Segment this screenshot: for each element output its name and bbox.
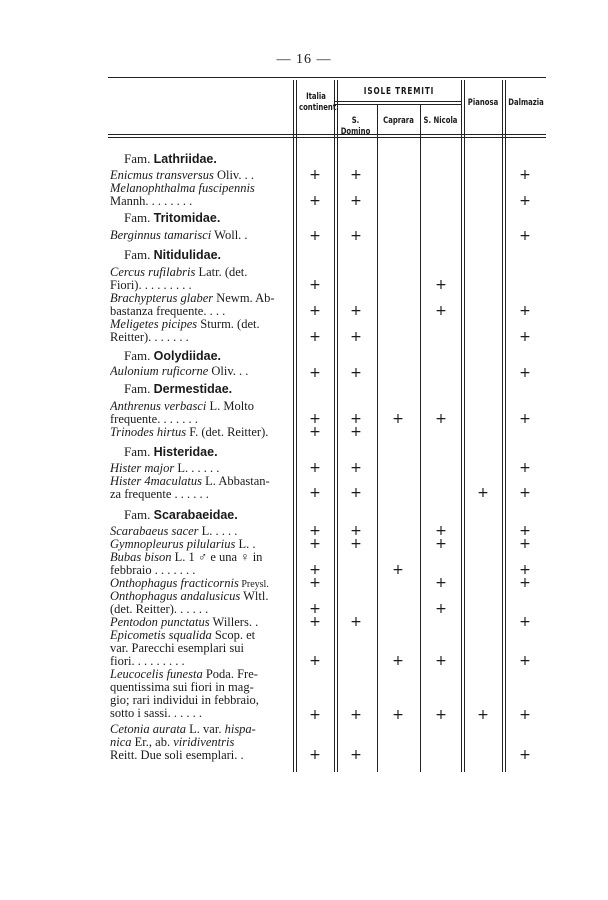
header-s-nicola: S. Nicola [423,116,458,126]
presence-plus: + [519,575,531,591]
presence-plus: + [309,411,321,427]
entry-text: Latr. (det. [195,266,248,279]
entry-text: febbraio . . . . . . . [110,564,196,577]
presence-plus: + [350,329,362,345]
entry-line [110,182,290,195]
entry-text: L. . . . . . [174,462,220,475]
entry-text: Willers. . [209,616,259,629]
presence-plus: + [435,411,447,427]
entry-line [110,629,290,642]
entry-line [110,694,290,707]
isole-rule [335,101,461,102]
family-name: Dermestidae. [153,382,233,396]
header-isole-tremiti: ISOLE TREMITI [363,86,435,97]
species-name: Scarabaeus sacer [110,525,199,538]
presence-plus: + [519,523,531,539]
presence-plus: + [519,228,531,244]
entry-line [110,655,290,668]
presence-plus: + [435,536,447,552]
presence-plus: + [477,485,489,501]
table-rule-header [108,134,546,135]
presence-plus: + [519,167,531,183]
presence-plus: + [519,614,531,630]
family-name: Nitidulidae. [153,248,221,262]
family-label: Fam. [124,507,151,522]
entry-line [110,642,290,655]
presence-plus: + [519,193,531,209]
species-name: Leucocelis funesta [110,668,203,681]
entry-line [110,400,290,413]
entry-line [110,365,290,378]
header-italia-l1: Italia [306,92,326,102]
presence-plus: + [435,523,447,539]
entry-line [110,707,290,720]
header-dalmazia: Dalmazia [508,98,544,108]
presence-plus: + [519,536,531,552]
entry-text: var. Parecchi esemplari sui [110,642,244,655]
presence-plus: + [309,167,321,183]
header-pianosa: Pianosa [467,98,499,108]
page-number: — 16 — [276,52,332,67]
entry-text: za frequente . . . . . . [110,488,209,501]
presence-plus: + [309,424,321,440]
presence-plus: + [309,601,321,617]
presence-plus: + [519,460,531,476]
species-name: Cercus rufilabris [110,266,196,279]
entry-line [110,331,290,344]
presence-plus: + [519,411,531,427]
species-name: Hister 4maculatus [110,475,203,488]
presence-plus: + [435,653,447,669]
presence-plus: + [309,329,321,345]
entry-text: L. . [235,538,256,551]
presence-plus: + [519,485,531,501]
presence-plus: + [309,523,321,539]
entry-line [110,266,290,279]
presence-plus: + [309,193,321,209]
family-heading [124,151,217,167]
entry-text: Reitt. Due soli esemplari. . [110,749,244,762]
header-caprara: Caprara [383,116,414,126]
presence-plus: + [350,747,362,763]
entry-text: Sturm. (det. [197,318,260,331]
presence-plus: + [350,536,362,552]
presence-plus: + [350,411,362,427]
entry-text: L. var. [186,723,225,736]
species-name: viridiventris [173,736,235,749]
entry-line [110,462,290,475]
presence-plus: + [350,303,362,319]
family-heading [124,247,221,263]
presence-plus: + [350,523,362,539]
presence-plus: + [350,424,362,440]
presence-plus: + [350,485,362,501]
table-rule-top [108,77,546,78]
table-rule-header-2 [108,137,546,138]
presence-plus: + [519,303,531,319]
col-line-1b [296,80,297,772]
presence-plus: + [392,562,404,578]
entry-line [110,681,290,694]
species-name: Bubas bison [110,551,172,564]
family-heading [124,348,221,364]
entry-line [110,305,290,318]
entry-text: (det. Reitter). . . . . . [110,603,209,616]
family-label: Fam. [124,247,151,262]
header-italia [299,92,339,114]
entry-line [110,723,290,736]
col-line-2 [334,80,335,772]
entry-text: bastanza frequente. . . . [110,305,226,318]
family-label: Fam. [124,381,151,396]
col-line-5b [464,80,465,772]
family-name: Scarabaeidae. [153,508,238,522]
entry-line [110,195,290,208]
presence-plus: + [519,329,531,345]
presence-plus: + [309,228,321,244]
entry-text: L. 1 ♂ e una ♀ in [171,551,263,564]
presence-plus: + [350,707,362,723]
entry-text: frequente. . . . . . . [110,413,198,426]
species-name: Pentodon punctatus [110,616,210,629]
entry-line [110,318,290,331]
entry-line [110,413,290,426]
species-name: Melanophthalma fuscipennis [110,182,255,195]
species-name: Epicometis squalida [110,629,212,642]
family-name: Oolydiidae. [153,349,222,363]
presence-plus: + [392,707,404,723]
col-line-1 [293,80,294,772]
presence-plus: + [309,460,321,476]
species-name: Hister major [110,462,175,475]
presence-plus: + [392,411,404,427]
col-line-6 [502,80,503,772]
species-name: Berginnus tamarisci [110,229,212,242]
entry-text: Oliv. . . [213,169,254,182]
presence-plus: + [309,536,321,552]
entry-line [110,292,290,305]
presence-plus: + [435,601,447,617]
entry-text: F. (det. Reitter). [186,426,269,439]
entry-text: Preysl. [238,579,269,590]
presence-plus: + [435,575,447,591]
col-line-5 [461,80,462,772]
col-line-4 [420,105,421,772]
presence-plus: + [309,303,321,319]
presence-plus: + [350,365,362,381]
entry-line [110,616,290,629]
presence-plus: + [519,365,531,381]
presence-plus: + [309,485,321,501]
species-name: Anthrenus verbasci [110,400,207,413]
presence-plus: + [350,167,362,183]
entry-line [110,551,290,564]
presence-plus: + [309,653,321,669]
presence-plus: + [309,614,321,630]
entry-text: fiori. . . . . . . . . [110,655,185,668]
header-italia-l2: continent. [299,103,339,113]
entry-line [110,475,290,488]
presence-plus: + [309,707,321,723]
presence-plus: + [519,707,531,723]
entry-text: Newm. Ab- [213,292,275,305]
entry-line [110,590,290,603]
entry-text: Woll. . [211,229,248,242]
entry-line [110,229,290,242]
species-name: Meligetes picipes [110,318,198,331]
entry-text: Reitter). . . . . . . [110,331,189,344]
family-heading [124,381,232,397]
entry-text: Fiori). . . . . . . . . [110,279,192,292]
family-heading [124,444,218,460]
species-name: hispa- [224,723,256,736]
presence-plus: + [350,228,362,244]
entry-line [110,169,290,182]
entry-text: L. Abbastan- [202,475,270,488]
entry-line [110,564,290,577]
presence-plus: + [477,707,489,723]
presence-plus: + [435,303,447,319]
family-label: Fam. [124,348,151,363]
species-name: Onthophagus andalusicus [110,590,241,603]
entry-text: Oliv. . . [208,365,249,378]
presence-plus: + [519,653,531,669]
entry-text: sotto i sassi. . . . . . [110,707,203,720]
entry-text: Er., ab. [131,736,174,749]
presence-plus: + [350,193,362,209]
family-heading [124,507,238,523]
family-label: Fam. [124,151,151,166]
species-name: Aulonium ruficorne [110,365,209,378]
species-name: Onthophagus fracticornis [110,577,239,590]
col-line-2b [337,80,338,772]
family-name: Histeridae. [153,445,218,459]
entry-text: gio; rari individui in febbraio, [110,694,259,707]
entry-line [110,668,290,681]
entry-line [110,488,290,501]
entry-text: L. Molto [206,400,254,413]
entry-line [110,603,290,616]
presence-plus: + [309,575,321,591]
family-name: Tritomidae. [153,211,221,225]
species-name: Gymnopleurus pilularius [110,538,236,551]
presence-plus: + [350,460,362,476]
family-label: Fam. [124,210,151,225]
entry-text: quentissima sui fiori in mag- [110,681,254,694]
presence-plus: + [350,614,362,630]
species-name: nica [110,736,132,749]
species-name: Trinodes hirtus [110,426,187,439]
entry-text: Poda. Fre- [202,668,258,681]
presence-plus: + [392,653,404,669]
presence-plus: + [309,277,321,293]
species-name: Cetonia aurata [110,723,187,736]
presence-plus: + [435,707,447,723]
col-line-6b [505,80,506,772]
isole-rule-2 [335,104,461,105]
entry-line [110,525,290,538]
presence-plus: + [309,365,321,381]
entry-text: Scop. et [211,629,256,642]
entry-line [110,538,290,551]
entry-text: Mannh. . . . . . . . [110,195,193,208]
species-name: Brachypterus glaber [110,292,214,305]
entry-text: Wltl. [240,590,269,603]
presence-plus: + [309,747,321,763]
entry-line [110,749,290,762]
entry-line [110,279,290,292]
species-name: Enicmus transversus [110,169,214,182]
entry-text: L. . . . . [198,525,238,538]
family-name: Lathriidae. [153,152,217,166]
entry-line [110,426,290,439]
header-s-domino: S. Domino [340,116,371,137]
entry-line [110,736,290,749]
entry-line [110,577,290,591]
family-heading [124,210,220,226]
presence-plus: + [309,562,321,578]
presence-plus: + [519,747,531,763]
family-label: Fam. [124,444,151,459]
presence-plus: + [519,562,531,578]
presence-plus: + [435,277,447,293]
col-line-3 [377,105,378,772]
